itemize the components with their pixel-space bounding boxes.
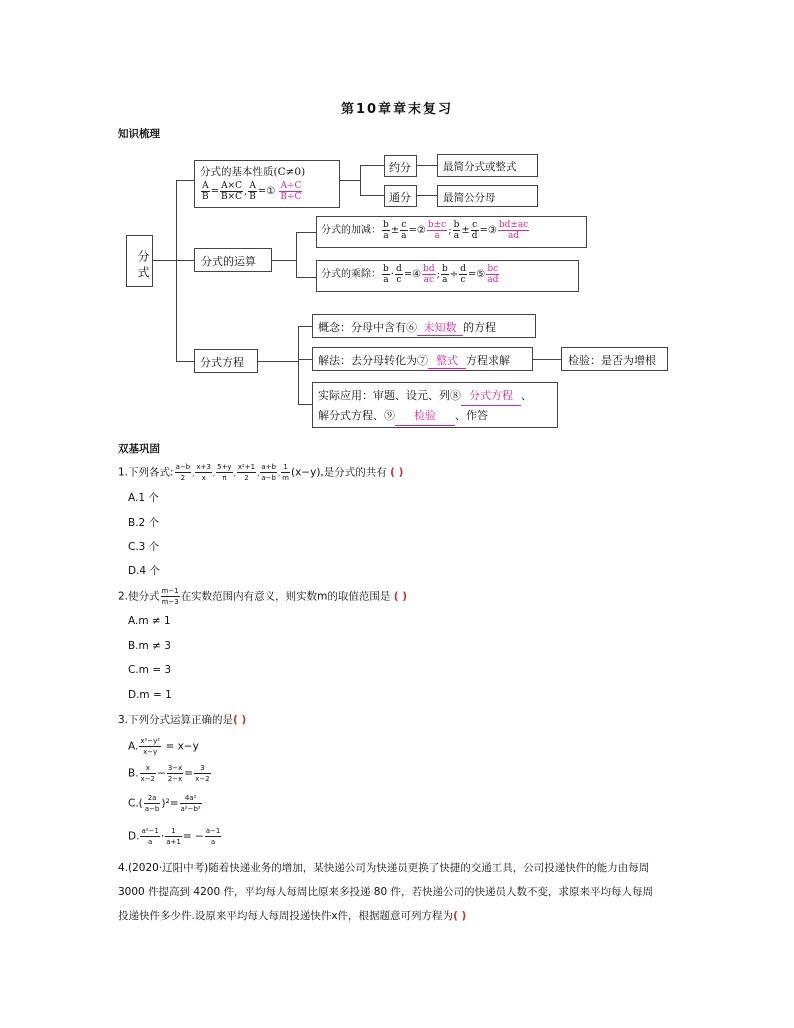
answer-paren[interactable]: ( ) <box>390 466 404 479</box>
answer-7: 整式 <box>428 352 466 369</box>
answer-9: 检验 <box>395 406 455 426</box>
answer-6: 未知数 <box>417 319 463 336</box>
mul-node: 分式的乘除： $\frac{b}{a}$ · $\frac{d}{c}$ =④ $\frac{bd}{ac}$ ; $\frac{b}{a}$ ÷ $\frac{d}{c}$ =⑤ $\frac{bc}{ad}$ <box>316 260 579 292</box>
equation-node: 分式方程 <box>194 349 258 373</box>
answer-1: $\frac{A\div C}{B\div C}$ <box>280 181 302 202</box>
method-node: 解法：去分母转化为⑦ 整式 方程求解 <box>312 347 533 371</box>
question-2: 2.使分式 $\frac{m-1}{m-3}$ 在实数范围内有意义，则实数m的取值范围是 ( ) <box>118 587 408 606</box>
q2-option-c[interactable]: C.m = 3 <box>128 664 172 676</box>
add-node: 分式的加减： $\frac{b}{a}$ ± $\frac{c}{a}$ =② $\frac{b\pm c}{a}$ ; $\frac{b}{a}$ ± $\frac{c}{d}$ =③ $\frac{bd\pm ac}{ad}$ <box>316 216 587 248</box>
q3-option-b[interactable]: B. $\frac{x}{x-2}$ − $\frac{3-x}{2-x}$ = $\frac{3}{x-2}$ <box>128 764 210 783</box>
answer-paren[interactable]: ( ) <box>233 714 247 726</box>
section-heading-knowledge: 知识梳理 <box>118 128 160 140</box>
check-node: 检验：是否为增根 <box>561 347 668 371</box>
answer-2: $\frac{b\pm c}{a}$ <box>427 220 447 241</box>
answer-5: $\frac{bc}{ad}$ <box>487 264 499 285</box>
answer-paren[interactable]: ( ) <box>453 910 467 922</box>
q2-option-d[interactable]: D.m = 1 <box>128 689 172 701</box>
q3-option-a[interactable]: A. $\frac{\text{x²−y²}}{x-y}$ = x−y <box>128 737 199 756</box>
question-4: 4.(2020·辽阳中考)随着快递业务的增加，某快递公司为快递员更换了快捷的交通工具，公司投递快件的能力由每周 3000 件提高到 4200 件，平均每人每周比原来多投递 80 件，若快递公司的快递员人数不变，求原来平均每人每周 投递快件多少件.设原来平均每人每周投递快件x件，根据题意可列方程为( ) <box>118 862 653 922</box>
q2-option-b[interactable]: B.m ≠ 3 <box>128 640 171 652</box>
q1-option-b[interactable]: B.2 个 <box>128 517 160 529</box>
q3-option-c[interactable]: C.( $\frac{2a}{a-b}$ )²= $\frac{\text{4a²}}{\text{a²−b²}}$ <box>128 794 201 813</box>
common-node: 通分 <box>384 185 417 207</box>
section-heading-practice: 双基巩固 <box>118 443 160 455</box>
answer-4: $\frac{bd}{ac}$ <box>423 264 435 285</box>
q1-option-d[interactable]: D.4 个 <box>128 565 160 577</box>
question-1: 1.下列各式: $\frac{a-b}{2}$ , $\frac{x+3}{x}$ , $\frac{5+y}{\pi}$ , $\frac{\text{x²+1}}{2}$ , $\frac{a+b}{a-b}$ , $\frac{1}{m}$ (x−y),是分式的共有 ( ) <box>118 463 404 482</box>
question-3: 3.下列分式运算正确的是( ) <box>118 714 247 726</box>
reduce-result-node: 最简分式或整式 <box>437 154 538 177</box>
props-title: 分式的基本性质(C≠0) <box>200 166 306 178</box>
add-label: 分式的加减： <box>321 225 381 236</box>
q1-option-c[interactable]: C.3 个 <box>128 541 160 553</box>
answer-paren[interactable]: ( ) <box>393 590 408 603</box>
q1-option-a[interactable]: A.1 个 <box>128 492 159 504</box>
answer-3: $\frac{bd\pm ac}{ad}$ <box>498 220 529 241</box>
answer-8: 分式方程 <box>461 386 521 406</box>
props-node: 分式的基本性质(C≠0) $\frac{A}{B}$ = $\frac{A\times C}{B\times C}$ , $\frac{A}{B}$ =① $\frac{A\div C}{B\div C}$ <box>194 160 340 208</box>
page-title: 第10章章末复习 <box>340 102 454 117</box>
q2-option-a[interactable]: A.m ≠ 1 <box>128 615 171 627</box>
q3-option-d[interactable]: D. $\frac{\text{a²−1}}{a}$ · $\frac{1}{a+1}$ = − $\frac{a-1}{a}$ <box>128 827 221 846</box>
root-node: 分式 <box>126 235 153 287</box>
ops-node: 分式的运算 <box>194 248 272 272</box>
common-result-node: 最简公分母 <box>437 185 538 207</box>
mul-label: 分式的乘除： <box>321 269 381 280</box>
concept-node: 概念：分母中含有⑥ 未知数 的方程 <box>312 314 536 338</box>
reduce-node: 约分 <box>384 155 417 177</box>
apply-node: 实际应用：审题、设元、列⑧ 分式方程 、 解分式方程、⑨ 检验 、作答 <box>312 382 558 428</box>
